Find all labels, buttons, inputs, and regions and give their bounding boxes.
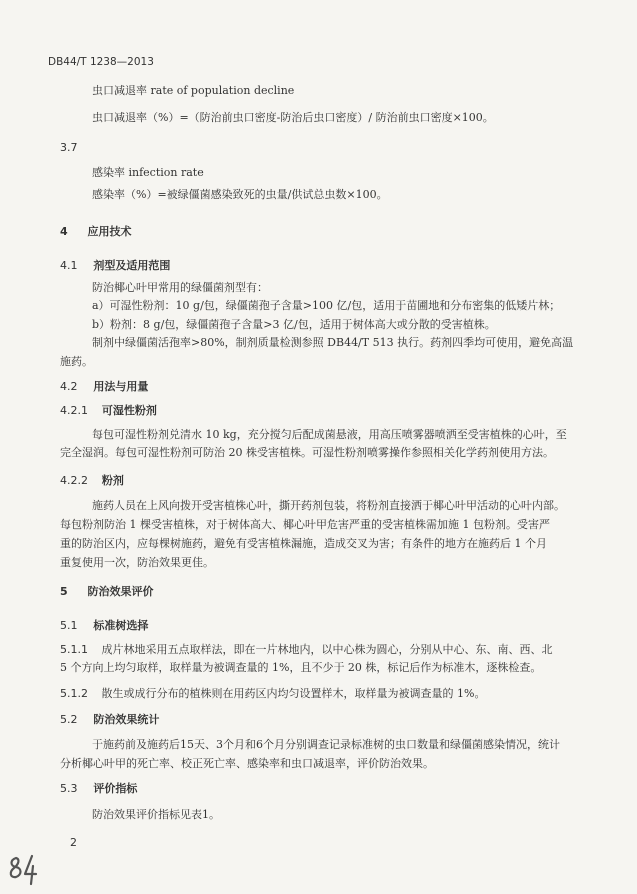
paragraph-line [60, 687, 485, 701]
section-title: 粉剂 [101, 474, 124, 487]
section-heading [60, 404, 157, 418]
paragraph-line: 每包可湿性粉剂兑清水 10 kg，充分搅匀后配成菌悬液，用高压喷雾器喷洒至受害植株的心叶，至 [92, 428, 567, 441]
section-number: 4.2 [60, 380, 78, 393]
section-title: 标准树选择 [93, 619, 149, 632]
paragraph-line: 防治效果评价指标见表1。 [92, 808, 220, 821]
paragraph-line: 重的防治区内，应每棵树施药，避免有受害植株漏施，造成交叉为害；有条件的地方在施药后 1 个月 [60, 537, 547, 550]
section-heading [60, 225, 132, 239]
paragraph-text: 散生或成行分布的植株则在用药区内均匀设置样木，取样量为被调查量的 1%。 [101, 687, 486, 700]
paragraph-line: 施药。 [60, 355, 93, 368]
paragraph-line: 施药人员在上风向拨开受害植株心叶，撕开药剂包装，将粉剂直接洒于椰心叶甲活动的心叶内部。 [92, 499, 565, 512]
section-title: 剂型及适用范围 [93, 259, 171, 272]
section-heading [60, 585, 154, 599]
section-number: 5.2 [60, 713, 78, 726]
section-heading [60, 380, 148, 394]
paragraph-line: 制剂中绿僵菌活孢率>80%，制剂质量检测参照 DB44/T 513 执行。药剂四季均可使用，避免高温 [92, 336, 574, 349]
section-title: 应用技术 [87, 225, 132, 238]
formula: 感染率（%）=被绿僵菌感染致死的虫量/供试总虫数×100。 [92, 188, 388, 201]
section-number: 4.1 [60, 259, 78, 272]
term-cn: 感染率 [92, 166, 125, 179]
section-title: 防治效果统计 [93, 713, 160, 726]
doc-code: DB44/T 1238—2013 [48, 56, 154, 68]
section-number: 5.1.1 [60, 643, 88, 656]
term-heading [92, 84, 294, 98]
section-heading [60, 782, 137, 796]
section-title: 用法与用量 [93, 380, 149, 393]
paragraph-line: 防治椰心叶甲常用的绿僵菌剂型有： [92, 281, 268, 294]
paragraph-line: 重复使用一次，防治效果更佳。 [60, 556, 214, 569]
paragraph-line: b）粉剂：8 g/包，绿僵菌孢子含量>3 亿/包，适用于树体高大或分散的受害植株。 [92, 318, 496, 331]
paragraph-line: a）可湿性粉剂：10 g/包，绿僵菌孢子含量>100 亿/包，适用于苗圃地和分布密集的低矮片林； [92, 299, 561, 312]
term-heading [92, 166, 204, 180]
section-number: 5.1.2 [60, 687, 88, 700]
page-number: 2 [70, 836, 77, 849]
section-number: 5.3 [60, 782, 78, 795]
section-heading [60, 259, 170, 273]
section-number: 5 [60, 585, 68, 598]
paragraph-line: 分析椰心叶甲的死亡率、校正死亡率、感染率和虫口减退率，评价防治效果。 [60, 757, 434, 770]
section-number: 4.2.2 [60, 474, 88, 487]
section-number: 3.7 [60, 141, 78, 154]
handwritten-page-mark [6, 848, 40, 888]
section-title: 评价指标 [93, 782, 138, 795]
paragraph-line: 每包粉剂防治 1 棵受害植株，对于树体高大、椰心叶甲危害严重的受害植株需加施 1 包粉剂。受害严 [60, 518, 550, 531]
section-number: 4.2.1 [60, 404, 88, 417]
section-title: 防治效果评价 [87, 585, 154, 598]
paragraph-line: 5 个方向上均匀取样，取样量为被调查量的 1%，且不少于 20 株，标记后作为标准木，逐株检查。 [60, 661, 542, 674]
section-heading [60, 713, 159, 727]
paragraph-text: 成片林地采用五点取样法，即在一片林地内，以中心株为圆心，分别从中心、东、南、西、北 [101, 643, 553, 656]
term-en: rate of population decline [150, 84, 295, 97]
section-number: 5.1 [60, 619, 78, 632]
paragraph-line [60, 643, 553, 657]
term-cn: 虫口减退率 [92, 84, 147, 97]
section-heading [60, 619, 148, 633]
section-heading [60, 474, 124, 488]
paragraph-line: 完全湿润。每包可湿性粉剂可防治 20 株受害植株。可湿性粉剂喷雾操作参照相关化学药剂使用方法。 [60, 446, 554, 459]
paragraph-line: 于施药前及施药后15天、3个月和6个月分别调查记录标准树的虫口数量和绿僵菌感染情况，统计 [92, 738, 560, 751]
term-en: infection rate [128, 166, 204, 179]
section-title: 可湿性粉剂 [101, 404, 157, 417]
section-number: 4 [60, 225, 68, 238]
formula: 虫口减退率（%）=（防治前虫口密度-防治后虫口密度）/ 防治前虫口密度×100。 [92, 111, 494, 124]
